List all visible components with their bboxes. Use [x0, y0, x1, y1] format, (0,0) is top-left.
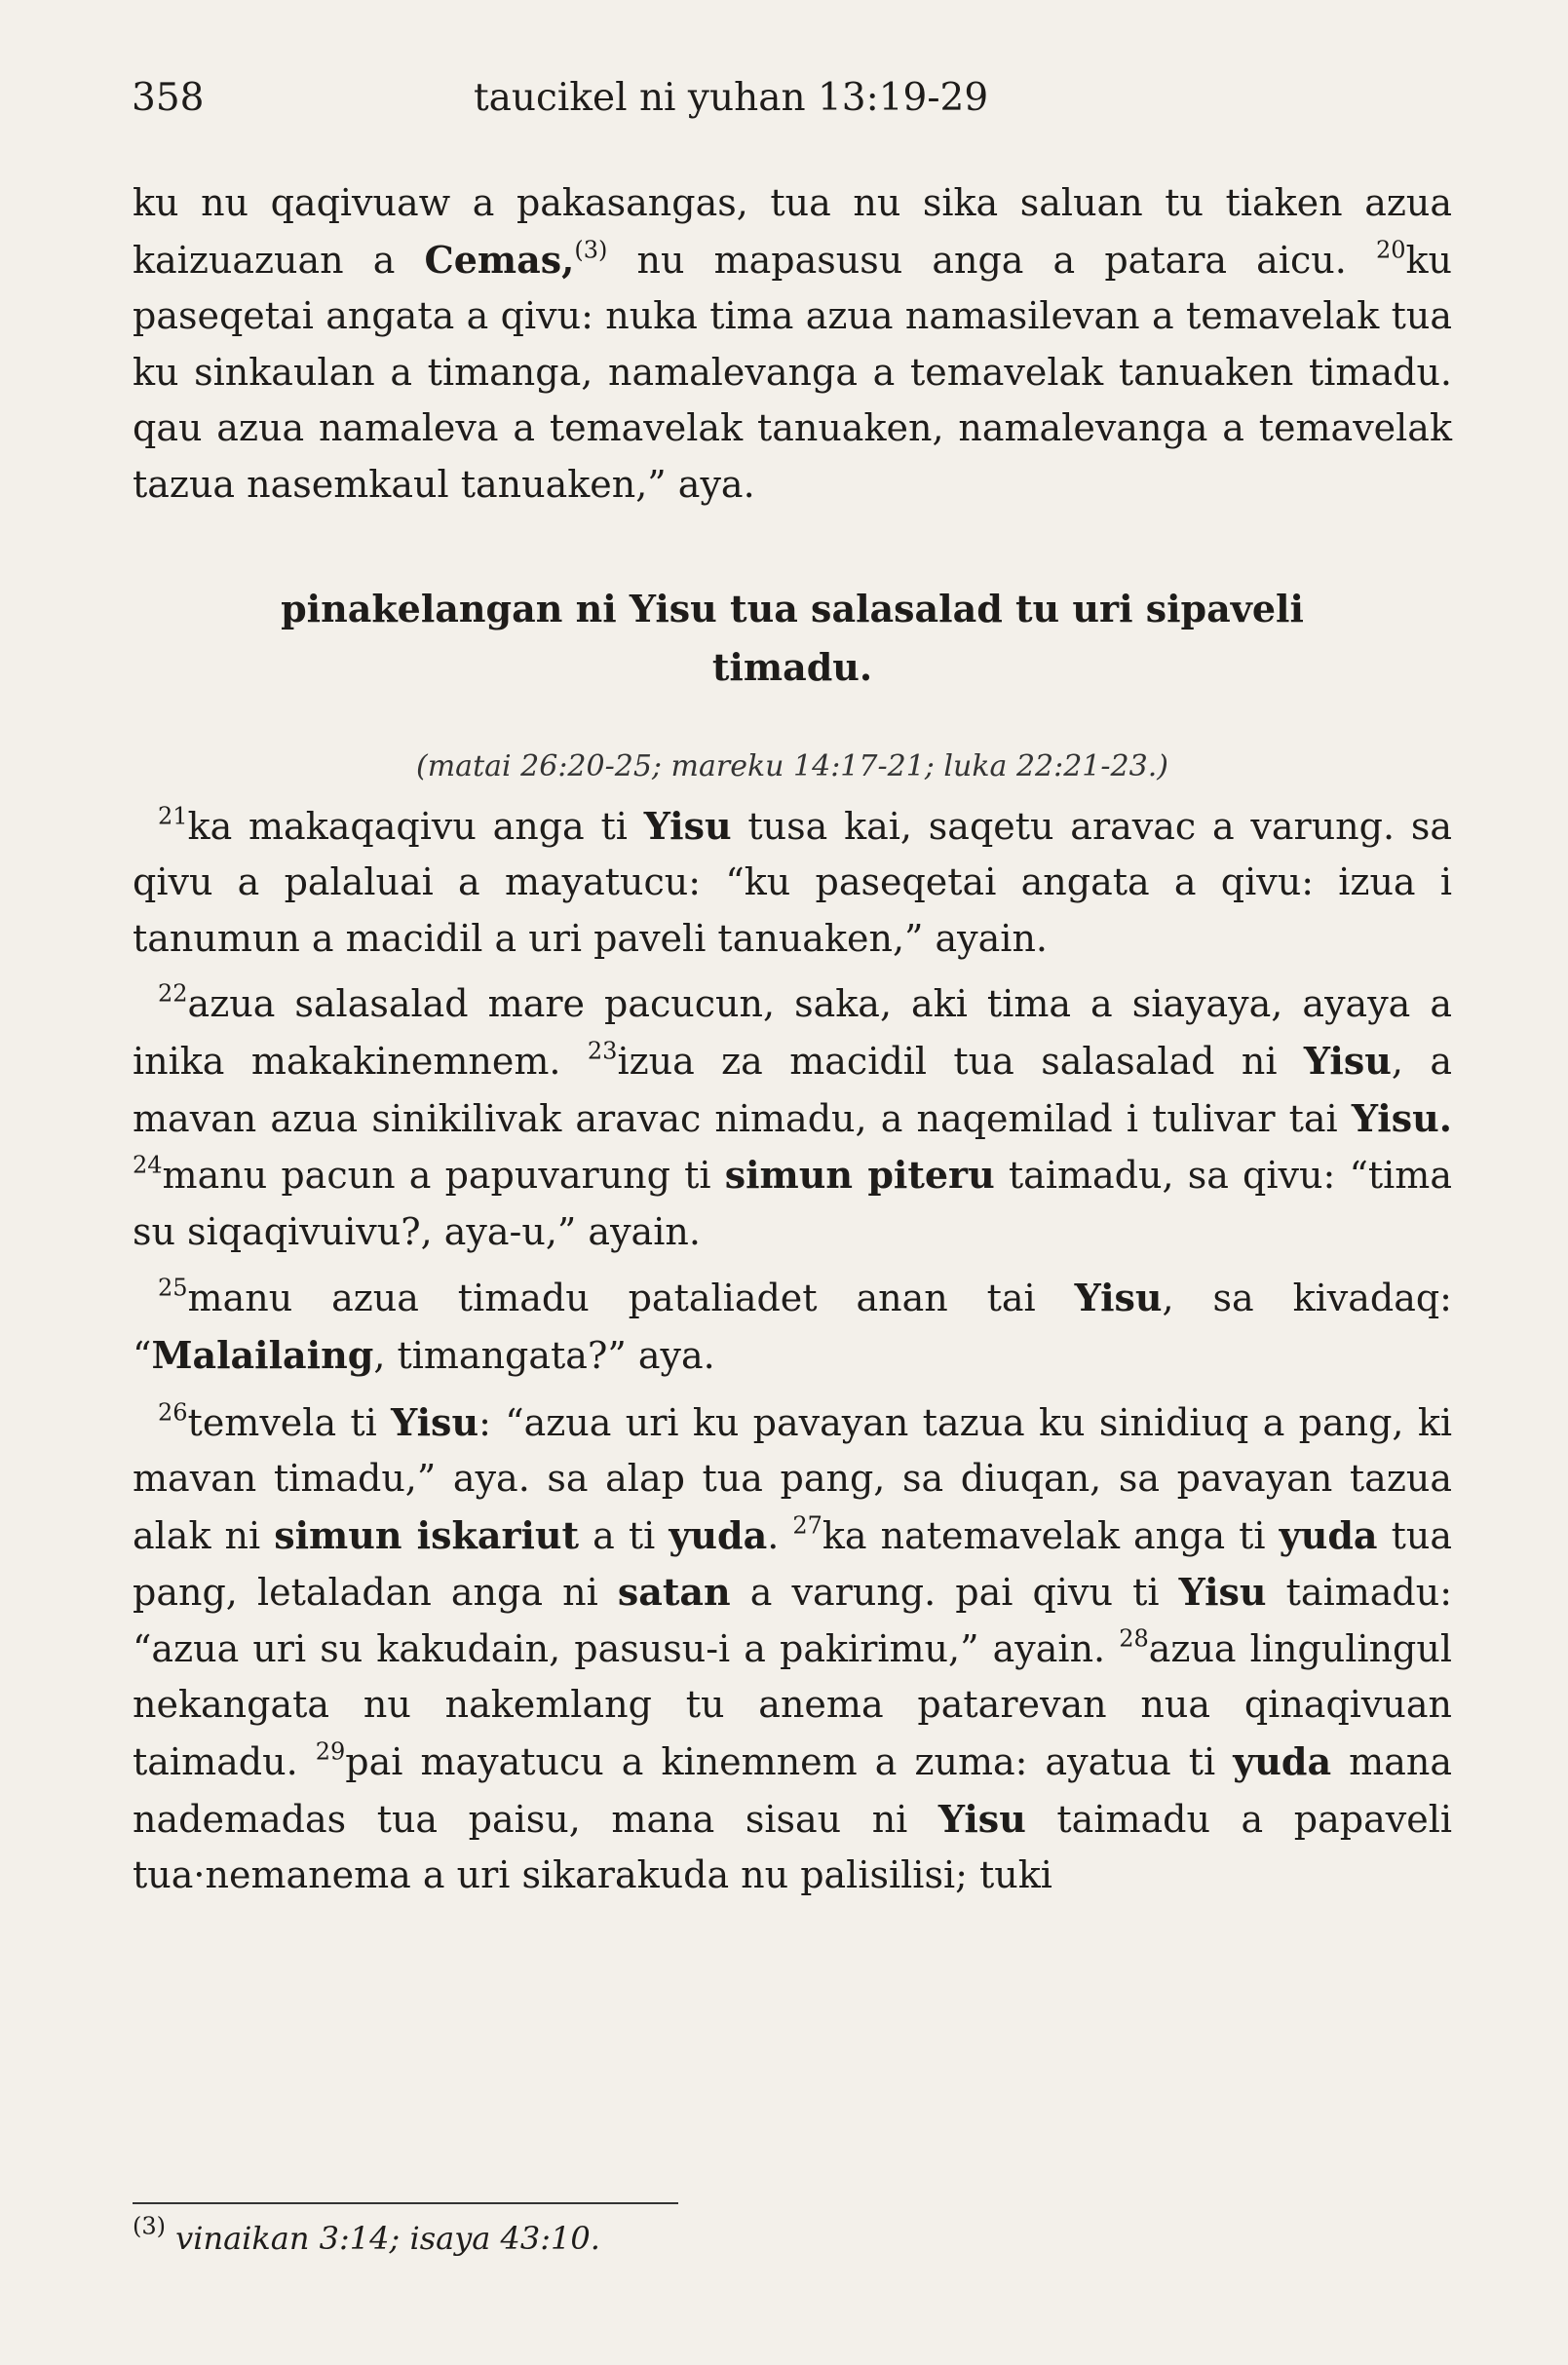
verse-number: 21: [158, 801, 188, 829]
verse-number: 24: [133, 1151, 163, 1179]
cross-reference: (matai 26:20-25; mareku 14:17-21; luka 22:21-23.): [416, 748, 1168, 783]
footnote-reference: vinaikan 3:14; isaya 43:10.: [175, 2220, 600, 2257]
page-body: [133, 175, 1452, 1904]
paragraph: $^{26}$temvela ti Yisu: “azua uri ku pavayan tazua ku sinidiuq a pang, ki mavan timadu,” aya. sa alap tua pang, sa diuqan, sa pavayan tazua alak ni simun iskariut a ti yuda. $^{27}$ka natemavelak anga ti yuda tua pang, letaladan anga ni satan a varung. pai qivu ti Yisu taimadu: “azua uri su kakudain, pasusu-i a pakirimu,” ayain. $^{28}$azua lingulingul nekangata nu nakemlang tu anema patarevan nua qinaqivuan taimadu. $^{29}$pai mayatucu a kinemnem a zuma: ayatua ti yuda mana nademadas tua paisu, mana sisau ni Yisu taimadu a papaveli tua·nemanema a uri sikarakuda nu palisilisi; tuki: [133, 1397, 1453, 1897]
bold-name: Yisu: [1074, 1276, 1163, 1320]
verse-number: 29: [315, 1737, 346, 1766]
page-header: [132, 76, 1437, 134]
bold-name: Malailaing: [151, 1332, 374, 1377]
section-heading: [133, 580, 1452, 697]
bold-name: yuda: [1233, 1739, 1332, 1784]
verse-number: 25: [158, 1274, 188, 1302]
verse-number: 23: [587, 1037, 618, 1065]
verse-number: 20: [1375, 236, 1406, 263]
bold-name: simun piteru: [724, 1153, 995, 1198]
footnote: [133, 2212, 600, 2260]
section-heading-line: pinakelangan ni Yisu tua salasalad tu uri sipaveli: [281, 586, 1304, 630]
bold-name: Yisu.: [1351, 1095, 1452, 1140]
running-title: taucikel ni yuhan 13:19-29: [474, 76, 989, 120]
bold-name: yuda: [1279, 1512, 1378, 1557]
footnote-marker: (3): [574, 236, 608, 263]
verse-number: 22: [158, 979, 188, 1008]
footnote-divider: [133, 2202, 678, 2204]
verse-number: 26: [158, 1397, 188, 1426]
bold-name: Yisu: [643, 803, 732, 848]
paragraph: $^{21}$ka makaqaqivu anga ti Yisu tusa kai, saqetu aravac a varung. sa qivu a palaluai a mayatucu: “ku paseqetai angata a qivu: izua i tanumun a macidil a uri paveli tanuaken,” ayain.: [133, 801, 1452, 960]
bold-name: satan: [617, 1570, 731, 1615]
bold-name: Cemas,: [424, 237, 575, 282]
bold-name: Yisu: [1303, 1038, 1392, 1083]
section-heading-line: timadu.: [711, 644, 873, 689]
verse-number: 27: [792, 1511, 822, 1540]
page-number: 358: [132, 76, 205, 120]
footnote-marker: (3): [133, 2212, 166, 2240]
paragraph: $^{22}$azua salasalad mare pacucun, saka, aki tima a siayaya, ayaya a inika makakinemnem. $^{23}$izua za macidil tua salasalad ni Yisu, a mavan azua sinikilivak aravac nimadu, a naqemilad i tulivar tai Yisu. $^{24}$manu pacun a papuvarung ti simun piteru taimadu, sa qivu: “tima su siqaqivuivu?, aya-u,” ayain.: [133, 979, 1452, 1253]
bold-name: simun iskariut: [274, 1512, 580, 1557]
bold-name: Yisu: [1178, 1570, 1267, 1615]
paragraph: $^{25}$manu azua timadu pataliadet anan tai Yisu, sa kivadaq: “Malailaing, timangata?” aya.: [133, 1274, 1452, 1377]
paragraph: ku nu qaqivuaw a pakasangas, tua nu sika saluan tu tiaken azua kaizuazuan a Cemas,$^{(3)}$ nu mapasusu anga a patara aicu. $^{20}$ku paseqetai angata a qivu: nuka tima azua namasilevan a temavelak tua ku sinkaulan a timanga, namalevanga a temavelak tanuaken timadu. qau azua namaleva a temavelak tanuaken, namalevanga a temavelak tazua nasemkaul tanuaken,” aya.: [133, 181, 1452, 506]
bold-name: yuda: [669, 1512, 768, 1557]
verse-number: 28: [1119, 1624, 1149, 1653]
bold-name: Yisu: [937, 1796, 1026, 1841]
bold-name: Yisu: [391, 1399, 479, 1444]
